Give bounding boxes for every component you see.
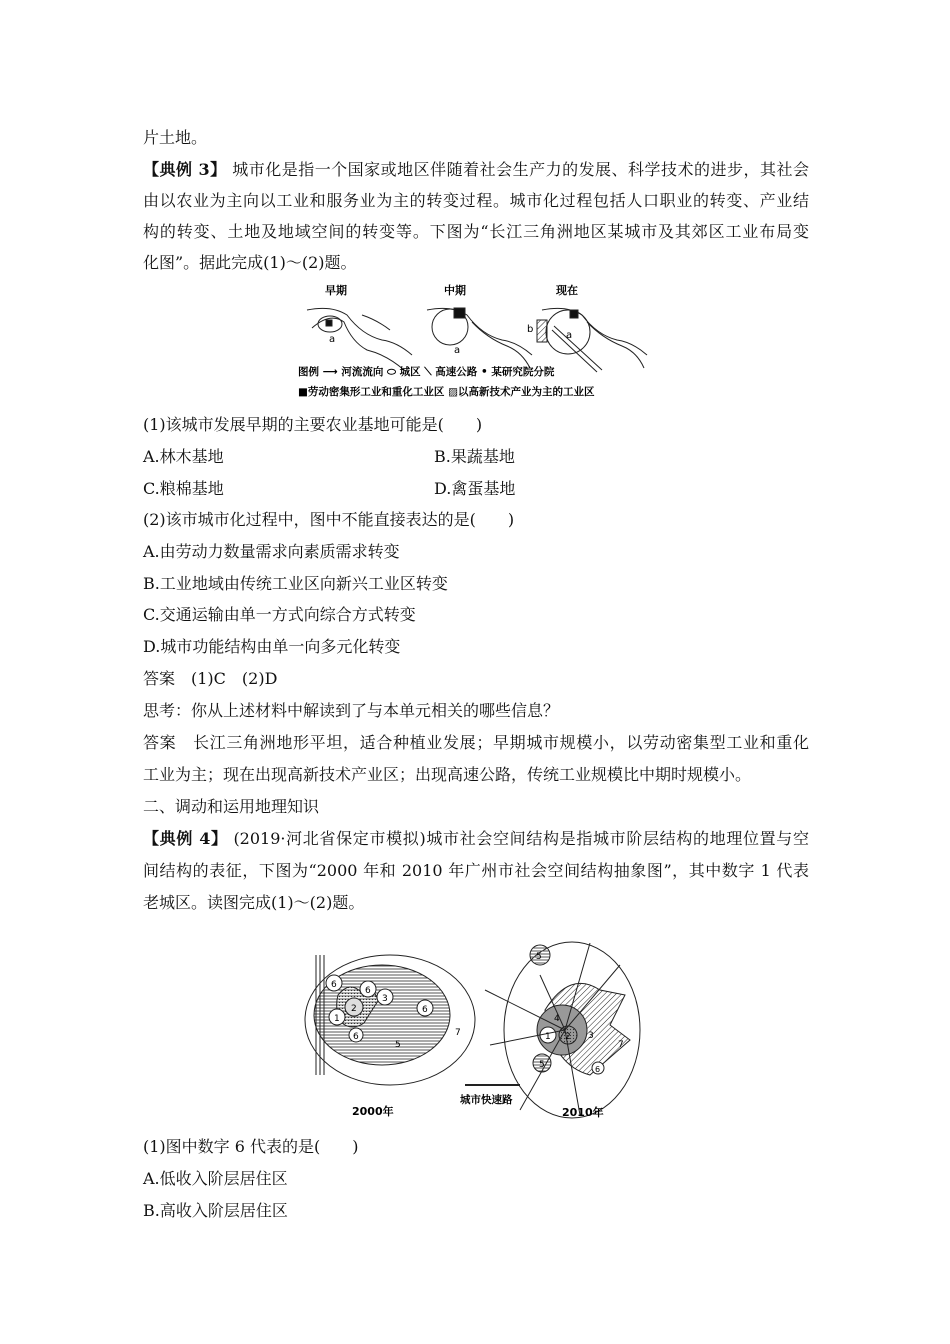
- zone-1-label: 1: [545, 1032, 551, 1042]
- zone-5-label: 5: [539, 1060, 545, 1070]
- answer: 答案 长江三角洲地形平坦，适合种植业发展；早期城市规模小，以劳动密集型工业和重化: [143, 733, 809, 752]
- option-c: C.粮棉基地: [143, 479, 224, 498]
- zone-a-label: a: [454, 345, 461, 356]
- option-d: D.城市功能结构由单一向多元化转变: [143, 637, 401, 656]
- stage-early-label: 早期: [325, 284, 347, 297]
- map-2010: [485, 942, 640, 1118]
- text-line: 化图”。据此完成(1)～(2)题。: [143, 253, 357, 272]
- zone-2-label: 2: [565, 1032, 571, 1042]
- now-map: [537, 308, 647, 372]
- option-d: D.禽蛋基地: [434, 479, 516, 498]
- zone-6-label: 6: [331, 980, 337, 990]
- option-b: B.工业地域由传统工业区向新兴工业区转变: [143, 574, 448, 593]
- legend-line-2: ■劳动密集形工业和重化工业区 ▨以高新技术产业为主的工业区: [298, 386, 595, 398]
- thinking-prompt: 思考：你从上述材料中解读到了与本单元相关的哪些信息？: [143, 701, 560, 720]
- option-a: A.低收入阶层居住区: [143, 1169, 288, 1188]
- example-tag: 【典例 3】: [143, 160, 227, 179]
- text-line: 城市化是指一个国家或地区伴随着社会生产力的发展、科学技术的进步，其社会: [232, 160, 809, 179]
- option-a: A.林木基地: [143, 447, 224, 466]
- option-b: B.高收入阶层居住区: [143, 1201, 288, 1220]
- zone-5-label: 5: [395, 1040, 401, 1050]
- text-line: 由以农业为主向以工业和服务业为主的转变过程。城市化过程包括人口职业的转变、产业结: [143, 191, 809, 210]
- example-tag: 【典例 4】: [143, 829, 228, 848]
- option-c: C.交通运输由单一方式向综合方式转变: [143, 605, 416, 624]
- example-3-intro: [143, 160, 809, 180]
- question-2: (2)该市城市化过程中，图中不能直接表达的是( ): [143, 510, 515, 529]
- zone-3-label: 3: [382, 994, 388, 1004]
- zone-5-label: 5: [536, 952, 542, 962]
- map-2000: [305, 955, 475, 1085]
- zone-a-label: a: [329, 334, 336, 345]
- zone-1-label: 1: [334, 1014, 340, 1024]
- zone-7-label: 7: [618, 1040, 624, 1050]
- zone-a-label: a: [566, 330, 573, 341]
- answer: 答案 (1)C (2)D: [143, 669, 278, 688]
- social-space-structure-figure: [290, 935, 660, 1121]
- year-2010-label: 2010年: [562, 1106, 604, 1119]
- legend-line-1: 图例 ⟶ 河流流向 ⬭ 城区 ⟍ 高速公路 • 某研究院分院: [298, 366, 555, 378]
- section-heading: 二、调动和运用地理知识: [143, 797, 320, 816]
- option-a: A.由劳动力数量需求向素质需求转变: [143, 542, 400, 561]
- zone-6-label: 6: [422, 1005, 428, 1015]
- mid-map: [427, 308, 532, 368]
- zone-6-label: 6: [595, 1065, 601, 1074]
- early-map: [307, 308, 412, 370]
- zone-b-label: b: [527, 324, 534, 335]
- zone-2-label: 2: [351, 1004, 357, 1014]
- answer-continued: 工业为主；现在出现高新技术产业区；出现高速公路，传统工业规模比中期时规模小。: [143, 765, 752, 784]
- text-line: 老城区。读图完成(1)～(2)题。: [143, 893, 365, 912]
- zone-7-label: 7: [455, 1028, 461, 1038]
- question-3: (1)图中数字 6 代表的是( ): [143, 1137, 359, 1156]
- industrial-layout-figure: [292, 280, 662, 402]
- zone-6-label: 6: [365, 986, 371, 996]
- zone-4-label: 4: [554, 1014, 560, 1024]
- expressway-legend: 城市快速路: [460, 1094, 513, 1106]
- stage-now-label: 现在: [556, 284, 578, 297]
- text-line: 片土地。: [143, 128, 208, 147]
- text-line: 构的转变、土地及地域空间的转变等。下图为“长江三角洲地区某城市及其郊区工业布局变: [143, 222, 809, 241]
- question-1: (1)该城市发展早期的主要农业基地可能是( ): [143, 415, 483, 434]
- example-4-intro: [143, 829, 809, 849]
- text-line: 间结构的表征，下图为“2000 年和 2010 年广州市社会空间结构抽象图”，其中数字 1 代表: [143, 861, 809, 880]
- zone-3-label: 3: [588, 1031, 594, 1041]
- zone-6-label: 6: [353, 1032, 359, 1042]
- stage-mid-label: 中期: [444, 284, 466, 297]
- text-line: (2019·河北省保定市模拟)城市社会空间结构是指城市阶层结构的地理位置与空: [233, 829, 809, 848]
- option-b: B.果蔬基地: [434, 447, 515, 466]
- year-2000-label: 2000年: [352, 1105, 394, 1118]
